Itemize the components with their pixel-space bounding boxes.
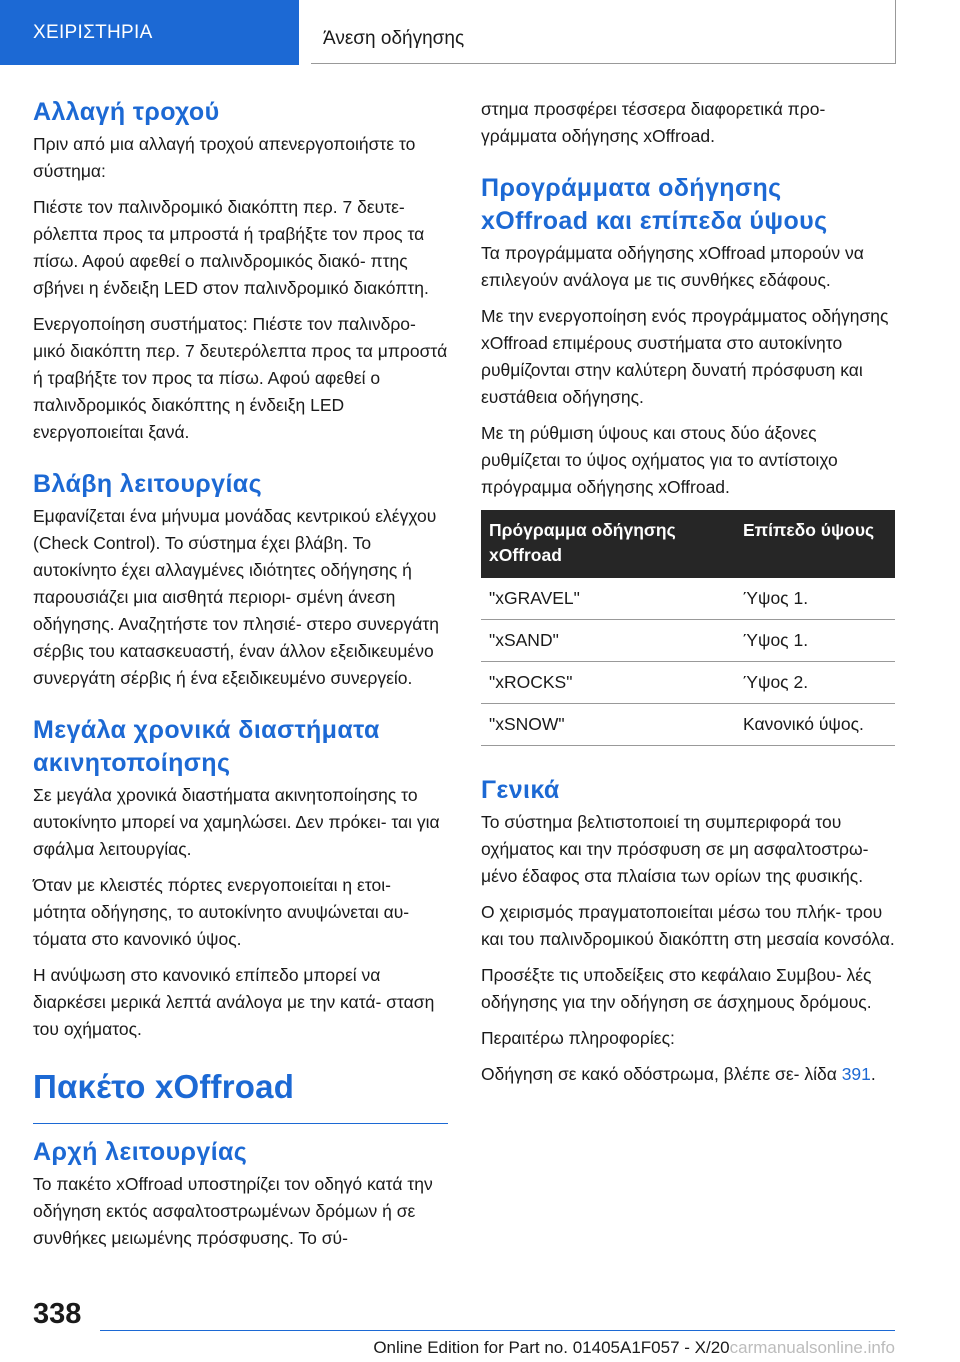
- period: .: [870, 1064, 876, 1084]
- column-header-program: Πρόγραμμα οδήγησης xOffroad: [481, 510, 735, 578]
- heading-xoffroad-package: Πακέτο xOffroad: [33, 1068, 295, 1105]
- program-cell: "xSNOW": [481, 704, 735, 746]
- paragraph: Ο χειρισμός πραγματοποιείται μέσω του πλήκ- τρου και του παλινδρομικού διακόπτη στη μεσαία κονσόλα.: [481, 902, 895, 949]
- footer-edition: [0, 1338, 895, 1358]
- paragraph-with-link: [481, 1061, 895, 1088]
- page-number: 338: [33, 1298, 82, 1330]
- paragraph: Πριν από μια αλλαγή τροχού απενεργοποιήστε το σύστημα:: [33, 134, 416, 181]
- paragraph: Περαιτέρω πληροφορίες:: [481, 1028, 675, 1048]
- paragraph: στημα προσφέρει τέσσερα διαφορετικά προ- γράμματα οδήγησης xOffroad.: [481, 99, 826, 146]
- heading-malfunction: Βλάβη λειτουργίας: [33, 470, 262, 498]
- heading-general: Γενικά: [481, 776, 560, 804]
- paragraph: Το σύστημα βελτιστοποιεί τη συμπεριφορά του οχήματος και την πρόσφυση σε μη ασφαλτοστρω- μένο έδαφος στα πλαίσια των ορίων της φυσικής.: [481, 812, 869, 886]
- level-cell: Ύψος 2.: [735, 662, 895, 704]
- column-header-level: Επίπεδο ύψους: [735, 510, 895, 578]
- paragraph: Πιέστε τον παλινδρομικό διακόπτη περ. 7 δευτε- ρόλεπτα προς τα μπροστά ή τραβήξτε τον προς τα πίσω. Αφού αφεθεί ο παλινδρομικός διακό- πτης σβήνει η ένδειξη LED στον παλινδρομικό διακόπτη.: [33, 197, 429, 298]
- paragraph: Εμφανίζεται ένα μήνυμα μονάδας κεντρικού ελέγχου (Check Control). Το σύστημα έχει βλάβη. Το αυτοκίνητο έχει αλλαγμένες ιδιότητες οδήγησης ή παρουσιάζει μια αισθητά περιορι- σμένη άνεση οδήγησης. Αναζητήστε τον πλησιέ- στερο συνεργάτη σέρβις του κατασκευαστή, έναν άλλον εξειδικευμένο συνεργάτη σέρβις ή ένα εξειδικευμένο συνεργείο.: [33, 506, 439, 688]
- table-row: [481, 578, 895, 620]
- table-row: [481, 620, 895, 662]
- left-column: [33, 96, 448, 1261]
- level-cell: Ύψος 1.: [735, 620, 895, 662]
- program-cell: "xGRAVEL": [481, 578, 735, 620]
- page-link[interactable]: 391: [841, 1064, 871, 1084]
- chapter-header: [311, 0, 896, 64]
- heading-principle: Αρχή λειτουργίας: [33, 1138, 248, 1166]
- programs-table: [481, 510, 895, 746]
- paragraph: Τα προγράμματα οδήγησης xOffroad μπορούν να επιλεγούν ανάλογα με τις συνθήκες εδάφους.: [481, 243, 864, 290]
- paragraph: Ενεργοποίηση συστήματος: Πιέστε τον παλινδρο- μικό διακόπτη περ. 7 δευτερόλεπτα προς τα μπροστά ή τραβήξτε τον προς τα πίσω. Αφού αφεθεί ο παλινδρομικός διακόπτης η ένδειξη LED ενεργοποιείται ξανά.: [33, 314, 448, 442]
- chapter-title: Άνεση οδήγησης: [323, 28, 465, 49]
- divider: [33, 1123, 448, 1124]
- heading-standstill: Μεγάλα χρονικά διαστήματα ακινητοποίησης: [33, 716, 380, 777]
- watermark: carmanualsonline.info: [729, 1338, 895, 1357]
- reference-text: Οδήγηση σε κακό οδόστρωμα, βλέπε σε- λίδα: [481, 1064, 837, 1084]
- paragraph: Προσέξτε τις υποδείξεις στο κεφάλαιο Συμβου- λές οδήγησης για την οδήγηση σε άσχημους δρόμους.: [481, 965, 872, 1012]
- paragraph: Το πακέτο xOffroad υποστηρίζει τον οδηγό κατά την οδήγηση εκτός ασφαλτοστρωμένων δρόμων ή σε συνθήκες μειωμένης πρόσφυσης. Το σύ-: [33, 1174, 433, 1248]
- paragraph: Η ανύψωση στο κανονικό επίπεδο μπορεί να διαρκέσει μερικά λεπτά ανάλογα με την κατά- σταση του οχήματος.: [33, 965, 435, 1039]
- paragraph: Με τη ρύθμιση ύψους και στους δύο άξονες ρυθμίζεται το ύψος οχήματος για το αντίστοιχο πρόγραμμα οδήγησης xOffroad.: [481, 423, 838, 497]
- section-title: ΧΕΙΡΙΣΤΗΡΙΑ: [33, 21, 153, 43]
- section-tab: [0, 0, 299, 65]
- paragraph: Όταν με κλειστές πόρτες ενεργοποιείται η ετοι- μότητα οδήγησης, το αυτοκίνητο ανυψώνεται αυ- τόματα στο κανονικό ύψος.: [33, 875, 410, 949]
- heading-wheel-change: Αλλαγή τροχού: [33, 98, 220, 126]
- program-cell: "xROCKS": [481, 662, 735, 704]
- right-column: [481, 96, 895, 1097]
- footer-divider: [100, 1330, 895, 1331]
- heading-programs: Προγράμματα οδήγησης xOffroad και επίπεδα ύψους: [481, 174, 828, 235]
- edition-text: Online Edition for Part no. 01405A1F057 - X/20: [373, 1338, 730, 1357]
- paragraph: Σε μεγάλα χρονικά διαστήματα ακινητοποίησης το αυτοκίνητο μπορεί να χαμηλώσει. Δεν πρόκει- ται για σφάλμα λειτουργίας.: [33, 785, 440, 859]
- table-row: [481, 662, 895, 704]
- paragraph: Με την ενεργοποίηση ενός προγράμματος οδήγησης xOffroad επιμέρους συστήματα στο αυτοκίνητο ρυθμίζονται στην καλύτερη δυνατή πρόσφυση και ευστάθεια οδήγησης.: [481, 306, 889, 407]
- table-row: [481, 704, 895, 746]
- program-cell: "xSAND": [481, 620, 735, 662]
- level-cell: Κανονικό ύψος.: [735, 704, 895, 746]
- table-header-row: [481, 510, 895, 578]
- level-cell: Ύψος 1.: [735, 578, 895, 620]
